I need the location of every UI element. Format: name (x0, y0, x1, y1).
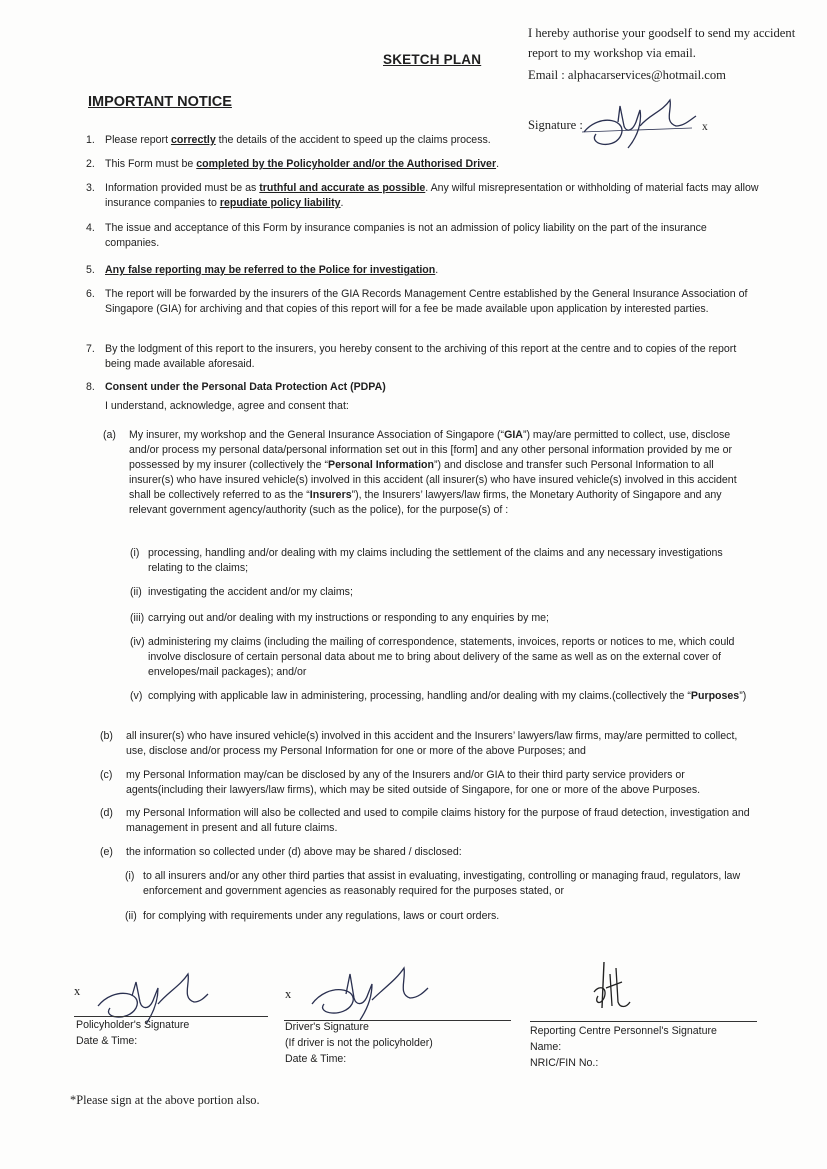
authorisation-line-1: I hereby authorise your goodself to send my accident (528, 26, 796, 40)
driver-note: (If driver is not the policyholder) (285, 1036, 433, 1049)
pdpa-purpose-iii: (iii) carrying out and/or dealing with my instructions or responding to any enquiries by me; (130, 612, 550, 624)
authorisation-signature-label: Signature : (528, 118, 583, 132)
pdpa-clause-e: (e) the information so collected under (d) above may be shared / disclosed: (100, 846, 462, 858)
pdpa-clause-a: (a) My insurer, my workshop and the General Insurance Association of Singapore (“GIA”) may/are permitted to collect, use, disclose and/or process my personal data/personal information set out in this [form] and any other personal information provided by me or possessed by my insurer (collectively the “Personal Information”) and disclose and transfer such Personal Information to all insurer(s) who have insured vehicle(s) involved in this accident (all insurer(s) who have insured vehicle(s) involved in this accident shall be collectively referred to as the “Insurers”), the Insurers’ lawyers/law firms, the Monetary Authority of Singapore and any relevant government agency/authority (such as the police), for the purpose(s) of : (103, 429, 737, 517)
policyholder-signature-x: x (74, 984, 81, 998)
driver-date-time: Date & Time: (285, 1052, 347, 1065)
centre-signature-label: Reporting Centre Personnel's Signature (530, 1025, 717, 1037)
centre-name-field: Name: (530, 1040, 562, 1053)
driver-signature-label: Driver's Signature (285, 1021, 369, 1033)
pdpa-purpose-i: (i) processing, handling and/or dealing with my claims including the settlement of the claims and any necessary investigations relating to the claims; (130, 547, 723, 575)
pdpa-disclosure-ii: (ii) for complying with requirements under any regulations, laws or court orders. (125, 910, 500, 922)
authorisation-email: Email : alphacarservices@hotmail.com (528, 68, 726, 83)
driver-signature-image (306, 960, 432, 1026)
footnote: *Please sign at the above portion also. (70, 1093, 260, 1107)
notice-item-1: 1. Please report correctly the details of the accident to speed up the claims process. (86, 134, 491, 146)
policyholder-signature-label: Policyholder's Signature (76, 1019, 190, 1031)
pdpa-clause-d: (d) my Personal Information will also be collected and used to compile claims history for the purpose of fraud detection, investigation and management in present and all future claims. (100, 807, 750, 835)
authorisation-line-2: report to my workshop via email. (528, 45, 696, 60)
centre-signature-block (530, 1024, 717, 1072)
notice-item-4: 4. The issue and acceptance of this Form by insurance companies is not an admission of policy liability on the part of the insurance companies. (86, 222, 707, 250)
pdpa-purpose-iv: (iv) administering my claims (including the mailing of correspondence, statements, invoices, reports or notices to me, which could involve disclosure of certain personal data about me to bring about delivery of the same as well as on the external cover of envelopes/mail packages); and/or (130, 636, 735, 679)
notice-item-8: 8. Consent under the Personal Data Protection Act (PDPA) I understand, acknowledge, agree and consent that: (86, 380, 762, 414)
notice-item-6: 6. The report will be forwarded by the insurers of the GIA Records Management Centre established by the General Insurance Association of Singapore (GIA) for archiving and that copies of this report will for a fee be made available upon application by interested parties. (86, 288, 748, 316)
centre-personnel-signature-image (590, 958, 634, 1016)
driver-signature-block (285, 1020, 433, 1068)
notice-item-3: 3. Information provided must be as truthful and accurate as possible. Any wilful misrepresentation or withholding of material facts may allow insurance companies to repudiate policy liability. (86, 182, 759, 210)
notice-item-7: 7. By the lodgment of this report to the insurers, you hereby consent to the archiving of this report at the centre and to copies of the report being made available aforesaid. (86, 343, 737, 371)
important-notice-heading: IMPORTANT NOTICE (88, 94, 232, 110)
authorisation-signature-x: x (702, 121, 708, 133)
pdpa-clause-b: (b) all insurer(s) who have insured vehicle(s) involved in this accident and the Insurers’ lawyers/law firms, may/are permitted to collect, use, disclose and/or process my Personal Information for one or more of the above Purposes; and (100, 730, 738, 758)
policyholder-signature-line (74, 1016, 268, 1017)
notice-item-5: 5. Any false reporting may be referred to the Police for investigation. (86, 264, 439, 276)
pdpa-clause-c: (c) my Personal Information may/can be disclosed by any of the Insurers and/or GIA to their third party service providers or agents(including their lawyers/law firms), which may be sited outside of Singapore, for one or more of the above Purposes. (100, 769, 701, 797)
policyholder-signature-block (76, 1018, 189, 1050)
pdpa-disclosure-i: (i) to all insurers and/or any other third parties that assist in evaluating, investigating, controlling or managing fraud, regulators, law enforcement and government agencies as reasonably required for the purposes stated, or (125, 870, 741, 898)
email-authorisation (528, 24, 823, 86)
notice-item-2: 2. This Form must be completed by the Policyholder and/or the Authorised Driver. (86, 158, 500, 170)
driver-signature-x: x (285, 987, 292, 1001)
centre-signature-line (530, 1021, 757, 1022)
pdpa-purpose-ii: (ii) investigating the accident and/or my claims; (130, 586, 353, 598)
pdpa-purpose-v: (v) complying with applicable law in administering, processing, handling and/or dealing with my claims.(collectively the “Purposes”) (130, 690, 747, 702)
policyholder-date-time: Date & Time: (76, 1034, 138, 1047)
centre-nric-field: NRIC/FIN No.: (530, 1056, 599, 1069)
pdpa-intro: I understand, acknowledge, agree and consent that: (105, 400, 349, 413)
pdpa-heading: Consent under the Personal Data Protection Act (PDPA) (105, 381, 386, 393)
sketch-plan-title: SKETCH PLAN (383, 52, 482, 67)
